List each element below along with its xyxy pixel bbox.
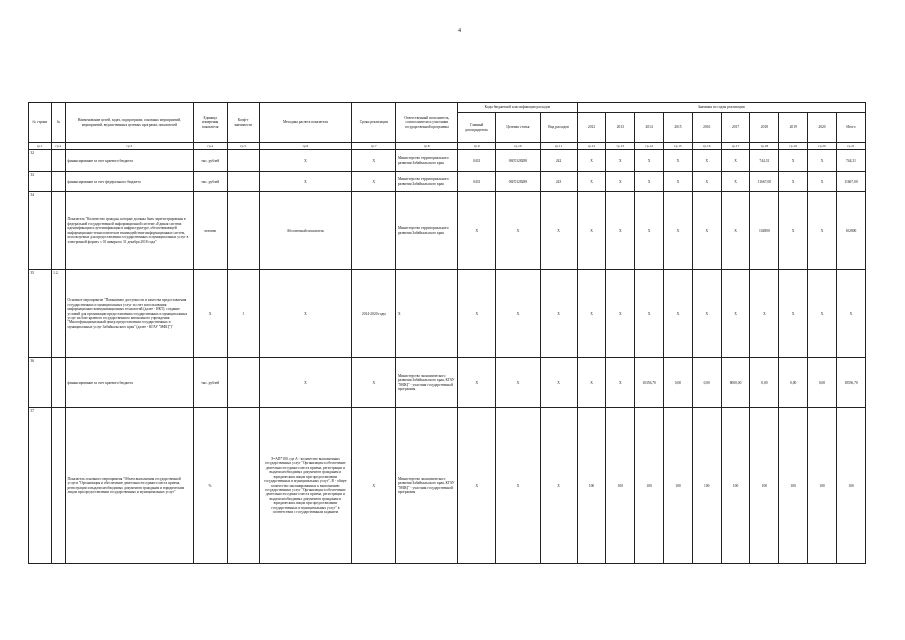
year-value-cell: Х (577, 192, 606, 270)
method-cell: Х (259, 270, 352, 358)
year-value-cell: Х (577, 270, 606, 358)
column-number: гр.5 (227, 143, 259, 150)
name-cell: Показатель "Количество граждан, которые должны быть зарегистрированы в федеральной государственной информационной системе «Единая система идентификации и аутентификации в инфраструктуре, обеспечивающей информационно-технологическое взаимодействие информационных систем, используемых для предоставления государственных и муниципальных услуг в электронной форме» с 01 января по 31 декабря 2018 года" (66, 192, 194, 270)
header-year: 2017 (721, 113, 750, 143)
column-number: гр.20 (808, 143, 837, 150)
period-cell (352, 192, 396, 270)
year-value-cell: 11667,00 (750, 172, 779, 192)
year-value-cell: 8000,00 (721, 358, 750, 408)
year-value-cell: 100 (721, 408, 750, 564)
unit-cell: тыс. рублей (193, 358, 227, 408)
row-number-cell: 33 (29, 172, 52, 192)
header-total: Итого (836, 113, 865, 143)
period-cell: 2014-2020 годы (352, 270, 396, 358)
year-value-cell: 0,00 (692, 358, 721, 408)
column-number: гр.15 (664, 143, 693, 150)
code-vr-cell: Х (540, 408, 577, 564)
unit-cell: Х (193, 270, 227, 358)
year-value-cell: Х (692, 270, 721, 358)
header-year: 2020 (808, 113, 837, 143)
column-number: гр.2 (51, 143, 65, 150)
period-cell: Х (352, 150, 396, 172)
method-cell: Х (259, 150, 352, 172)
table-row (29, 270, 866, 358)
coefficient-cell (227, 150, 259, 172)
code-grbs-cell: 0431 (458, 172, 496, 192)
year-value-cell: 0,00 (750, 358, 779, 408)
header-row-number: № строки (29, 103, 52, 143)
year-value-cell: 100 (606, 408, 635, 564)
year-value-cell: Х (721, 270, 750, 358)
year-value-cell: Х (808, 150, 837, 172)
executor-cell: Министерство экономического развития Забайкальского края, КГАУ "МФЦ" - участник государственной программы (396, 408, 458, 564)
column-number: гр.19 (779, 143, 808, 150)
code-grbs-cell: 0431 (458, 150, 496, 172)
year-value-cell: 100 (692, 408, 721, 564)
year-value-cell: Х (692, 150, 721, 172)
name-cell: Показатель основного мероприятия "Объем выполнения государственной услуги "Организация и обеспечение деятельности единого места приема, регистрации и выдачи необходимых документов гражданам и юридическим лицам при предоставлении государственных и муниципальных услуг" (66, 408, 194, 564)
total-value-cell: 18356,70 (836, 358, 865, 408)
year-value-cell: 100 (779, 408, 808, 564)
total-value-cell: Х (836, 270, 865, 358)
code-kcsr-cell: 06Г0128288 (496, 150, 540, 172)
name-cell: финансирование за счет краевого бюджета (66, 150, 194, 172)
item-number-cell (51, 192, 65, 270)
header-coefficient: Коэф-т значимости (227, 103, 259, 143)
period-cell: Х (352, 408, 396, 564)
unit-cell: человек (193, 192, 227, 270)
column-numbers-row (29, 143, 866, 150)
executor-cell: Министерство территориального развития Забайкальского края (396, 192, 458, 270)
period-cell: Х (352, 172, 396, 192)
column-number: гр.3 (66, 143, 194, 150)
year-value-cell: Х (721, 150, 750, 172)
year-value-cell: Х (635, 192, 664, 270)
year-value-cell: 100 (577, 408, 606, 564)
method-cell: Абсолютный показатель (259, 192, 352, 270)
table-row (29, 192, 866, 270)
year-value-cell: Х (692, 172, 721, 192)
unit-cell: тыс. рублей (193, 172, 227, 192)
year-value-cell: Х (808, 192, 837, 270)
item-number-cell: 1.2. (51, 270, 65, 358)
header-year: 2013 (606, 113, 635, 143)
header-period: Сроки реализации (352, 103, 396, 143)
item-number-cell (51, 408, 65, 564)
column-number: гр.21 (836, 143, 865, 150)
table-row (29, 172, 866, 192)
table-row (29, 358, 866, 408)
column-number: гр.8 (396, 143, 458, 150)
code-grbs-cell: Х (458, 408, 496, 564)
year-value-cell: Х (606, 358, 635, 408)
year-value-cell: Х (635, 172, 664, 192)
year-value-cell: Х (635, 150, 664, 172)
code-kcsr-cell: Х (496, 358, 540, 408)
coefficient-cell (227, 172, 259, 192)
table-row (29, 408, 866, 564)
item-number-cell (51, 358, 65, 408)
column-number: гр.9 (458, 143, 496, 150)
header-year: 2016 (692, 113, 721, 143)
year-value-cell: Х (721, 172, 750, 192)
header-budget-codes: Коды бюджетной классификации расходов (458, 103, 577, 113)
year-value-cell: Х (779, 150, 808, 172)
column-number: гр.17 (721, 143, 750, 150)
year-value-cell: Х (664, 192, 693, 270)
year-value-cell: Х (808, 172, 837, 192)
column-number: гр.14 (635, 143, 664, 150)
code-grbs-cell: Х (458, 358, 496, 408)
code-grbs-cell: Х (458, 270, 496, 358)
item-number-cell (51, 150, 65, 172)
year-value-cell: 0,00 (808, 358, 837, 408)
period-cell: Х (352, 358, 396, 408)
year-value-cell: Х (635, 270, 664, 358)
column-number: гр.16 (692, 143, 721, 150)
year-value-cell: Х (750, 270, 779, 358)
year-value-cell: Х (577, 150, 606, 172)
code-grbs-cell: Х (458, 192, 496, 270)
method-cell: Х (259, 172, 352, 192)
code-vr-cell: Х (540, 192, 577, 270)
code-vr-cell: Х (540, 358, 577, 408)
executor-cell: Министерство территориального развития Забайкальского края (396, 172, 458, 192)
column-number: гр.10 (496, 143, 540, 150)
header-number: № (51, 103, 65, 143)
year-value-cell: Х (606, 270, 635, 358)
year-value-cell: Х (779, 172, 808, 192)
total-value-cell: 102800 (836, 192, 865, 270)
header-unit: Единица измерения показателя (193, 103, 227, 143)
name-cell: финансирование за счет федерального бюджета (66, 172, 194, 192)
row-number-cell: 34 (29, 192, 52, 270)
year-value-cell: Х (606, 172, 635, 192)
unit-cell: % (193, 408, 227, 564)
table-body (29, 150, 866, 564)
page-number: 4 (458, 28, 461, 34)
year-value-cell: 100 (808, 408, 837, 564)
year-value-cell: Х (808, 270, 837, 358)
year-value-cell: 0,00 (664, 358, 693, 408)
year-value-cell: 0,00 (779, 358, 808, 408)
header-code-vr: Вид расходов (540, 113, 577, 143)
column-number: гр.6 (259, 143, 352, 150)
row-number-cell: 36 (29, 358, 52, 408)
year-value-cell: Х (779, 192, 808, 270)
year-value-cell: Х (664, 270, 693, 358)
total-value-cell: 744,31 (836, 150, 865, 172)
year-value-cell: Х (664, 172, 693, 192)
coefficient-cell: 1 (227, 270, 259, 358)
coefficient-cell (227, 358, 259, 408)
header-name: Наименование целей, задач, подпрограмм, основных мероприятий, мероприятий, ведомственных целевых программ, показателей (66, 103, 194, 143)
name-cell: Основное мероприятие "Повышение доступности и качества предоставления государственных и муниципальных услуг за счет использования информационно-коммуникационных технологий (далее - ИКТ), создание условий для организации предоставления государственных и муниципальных услуг на базе краевого государственного автономного учреждения "Многофункциональный центр предоставления государственных и муниципальных услуг Забайкальского края" (далее - КГАУ "МФЦ")" (66, 270, 194, 358)
row-number-cell: 37 (29, 408, 52, 564)
year-value-cell: Х (606, 150, 635, 172)
column-number: гр.13 (606, 143, 635, 150)
code-kcsr-cell: Х (496, 192, 540, 270)
table-row (29, 150, 866, 172)
year-value-cell: 10356,70 (635, 358, 664, 408)
code-vr-cell: 242 (540, 150, 577, 172)
code-vr-cell: 243 (540, 172, 577, 192)
header-year: 2015 (664, 113, 693, 143)
code-kcsr-cell: 06Г0128288 (496, 172, 540, 192)
year-value-cell: Х (692, 192, 721, 270)
header-year: 2012 (577, 113, 606, 143)
year-value-cell: Х (606, 192, 635, 270)
coefficient-cell (227, 192, 259, 270)
year-value-cell: Х (779, 270, 808, 358)
method-cell: Э=АП*100, где А - количество выполненных государственных услуг "Организация и обеспечение деятельности единого места приема, регистрации и выдачи необходимых документов гражданам и юридическим лицам при предоставлении государственных и муниципальных услуг", В - общее количество запланированных к выполнению государственных услуг "Организация и обеспечение деятельности единого места приема, регистрации и выдачи необходимых документов гражданам и юридическим лицам при предоставлении государственных и муниципальных услуг" в соответствии с государственным заданием (259, 408, 352, 564)
year-value-cell: 100 (664, 408, 693, 564)
total-value-cell: 100 (836, 408, 865, 564)
header-year-values: Значения по годам реализации (577, 103, 865, 113)
total-value-cell: 11667,00 (836, 172, 865, 192)
column-number: гр.12 (577, 143, 606, 150)
year-value-cell: 102800 (750, 192, 779, 270)
executor-cell: Х (396, 270, 458, 358)
executor-cell: Министерство экономического развития Забайкальского края, КГАУ "МФЦ" - участник государственной программы (396, 358, 458, 408)
year-value-cell: 100 (635, 408, 664, 564)
column-number: гр.4 (193, 143, 227, 150)
code-kcsr-cell: Х (496, 270, 540, 358)
column-number: гр.11 (540, 143, 577, 150)
coefficient-cell (227, 408, 259, 564)
method-cell: Х (259, 358, 352, 408)
header-method: Методика расчета показателя (259, 103, 352, 143)
header-code-grbs: Главный распорядитель (458, 113, 496, 143)
name-cell: финансирование за счет краевого бюджета (66, 358, 194, 408)
year-value-cell: Х (577, 172, 606, 192)
executor-cell: Министерство территориального развития Забайкальского края (396, 150, 458, 172)
row-number-cell: 32 (29, 150, 52, 172)
header-executor: Ответственный исполнитель, соисполнители и участники государственной программы (396, 103, 458, 143)
program-indicators-table (28, 102, 866, 564)
header-year: 2014 (635, 113, 664, 143)
item-number-cell (51, 172, 65, 192)
column-number: гр.1 (29, 143, 52, 150)
code-kcsr-cell: Х (496, 408, 540, 564)
year-value-cell: 100 (750, 408, 779, 564)
unit-cell: тыс. рублей (193, 150, 227, 172)
year-value-cell: Х (577, 358, 606, 408)
header-year: 2019 (779, 113, 808, 143)
row-number-cell: 35 (29, 270, 52, 358)
column-number: гр.18 (750, 143, 779, 150)
column-number: гр.7 (352, 143, 396, 150)
year-value-cell: Х (664, 150, 693, 172)
year-value-cell: 744,31 (750, 150, 779, 172)
header-code-kcsr: Целевая статья (496, 113, 540, 143)
header-year: 2018 (750, 113, 779, 143)
code-vr-cell: Х (540, 270, 577, 358)
year-value-cell: Х (721, 192, 750, 270)
